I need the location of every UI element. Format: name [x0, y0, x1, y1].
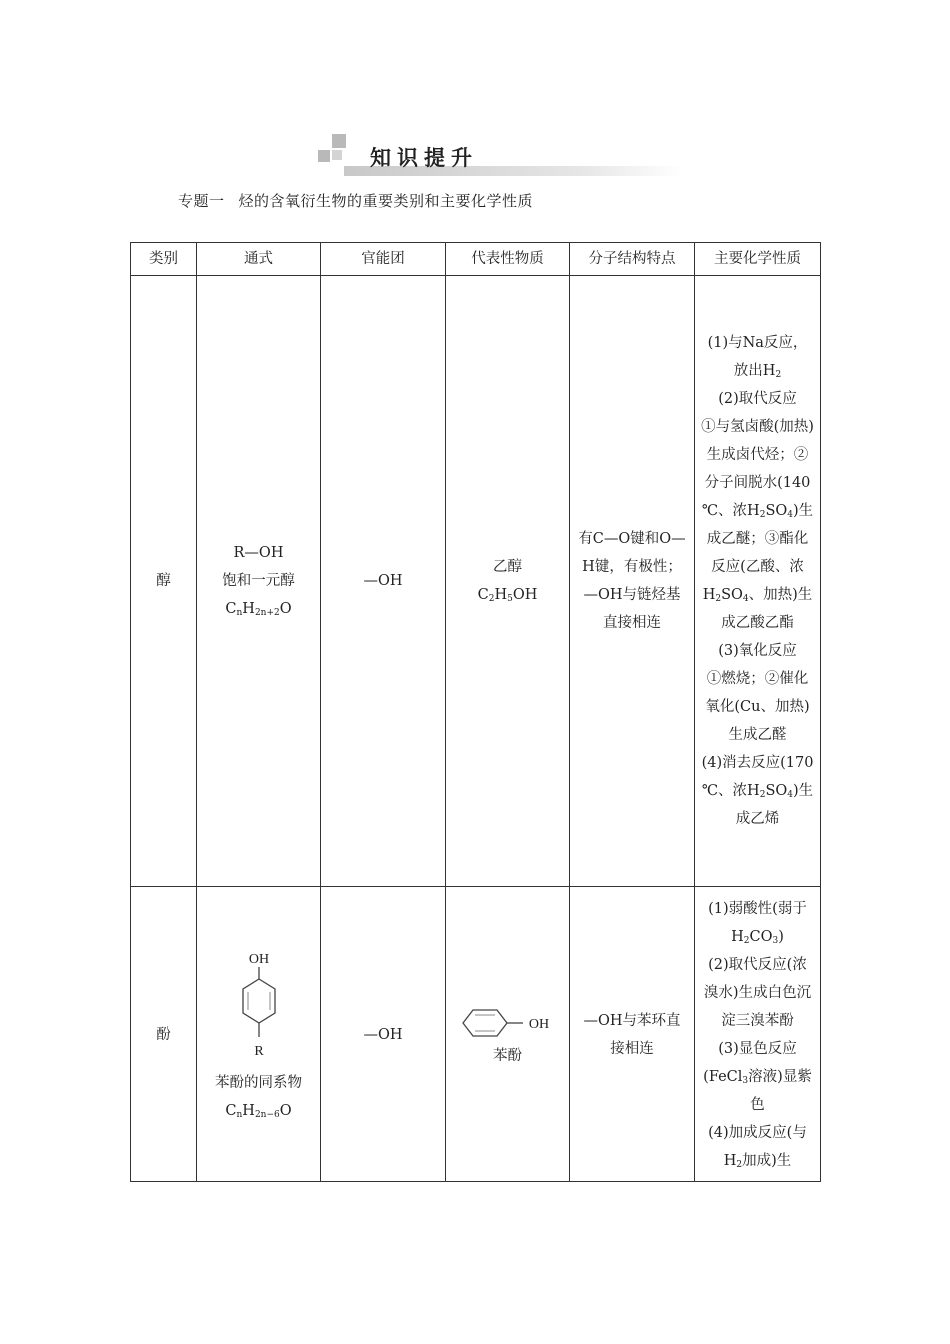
banner-title: 知识提升	[370, 145, 478, 170]
alcohol-prop-line: ①燃烧；②催化氧化(Cu、加热)生成乙醛	[705, 671, 810, 743]
alcohol-rep-formula: $C_2H_5OH$	[477, 587, 538, 604]
phenol-prop-line: (3)显色反应(FeCl$_3$溶液)显紫色	[703, 1041, 812, 1113]
phenol-representative	[446, 887, 570, 1182]
phenol-rep-name: 苯酚	[493, 1048, 522, 1064]
phenol-properties	[695, 887, 821, 1182]
alcohol-prop-line: ①与氢卤酸(加热)生成卤代烃；②分子间脱水(140 ℃、浓$H_2SO_4$)生成乙醚；③酯化反应(乙酸、浓$H_2SO_4$、加热)生成乙酸乙酯	[701, 419, 814, 631]
banner-square-decoration	[332, 134, 346, 148]
header-general-formula: 通式	[197, 243, 321, 276]
alcohol-category: 醇	[131, 276, 197, 887]
alcohol-functional-group: —OH	[321, 276, 446, 887]
phenol-structure-figure	[453, 1004, 563, 1042]
phenol-prop-line: (2)取代反应(浓溴水)生成白色沉淀三溴苯酚	[703, 957, 812, 1029]
banner-square-decoration	[332, 150, 342, 160]
phenol-general-formula	[197, 887, 321, 1182]
phenol-functional-group: —OH	[321, 887, 446, 1182]
section-banner	[312, 132, 682, 178]
table-row-alcohol	[131, 276, 821, 887]
phenol-category: 酚	[131, 887, 197, 1182]
alcohol-rep-name: 乙醇	[493, 559, 522, 575]
alcohol-general-formula	[197, 276, 321, 887]
table-header-row	[131, 243, 821, 276]
phenol-structure: —OH与苯环直接相连	[570, 887, 695, 1182]
phenol-fig-r-label: R	[253, 1044, 264, 1059]
section-title-text: 烃的含氧衍生物的重要类别和主要化学性质	[238, 192, 534, 210]
alcohol-representative	[446, 276, 570, 887]
alcohol-formula-line2: 饱和一元醇	[222, 573, 295, 589]
header-properties: 主要化学性质	[695, 243, 821, 276]
alcohol-prop-line: (2)取代反应	[718, 391, 797, 407]
phenol-homolog-structure-figure	[229, 949, 289, 1069]
header-representative: 代表性物质	[446, 243, 570, 276]
alcohol-properties	[695, 276, 821, 887]
alcohol-prop-line: (3)氧化反应	[718, 643, 797, 659]
phenol-prop-line: (4)加成反应(与$H_2$加成)生	[708, 1125, 807, 1170]
section-heading	[178, 190, 533, 211]
phenol-fig-oh-label: OH	[248, 952, 269, 967]
alcohol-structure: 有C—O键和O—H键，有极性；—OH与链烃基直接相连	[570, 276, 695, 887]
header-category: 类别	[131, 243, 197, 276]
section-number: 专题一	[178, 192, 225, 210]
organic-compounds-table	[130, 242, 821, 1182]
alcohol-formula-line1: R—OH	[233, 545, 284, 561]
phenol-formula-line3: $C_nH_{2n-6}O$	[225, 1103, 292, 1120]
table-row-phenol	[131, 887, 821, 1182]
header-functional-group: 官能团	[321, 243, 446, 276]
alcohol-prop-line: (1)与Na反应，放出$H_2$	[707, 335, 808, 380]
phenol-prop-line: (1)弱酸性(弱于$H_2CO_3$)	[708, 901, 807, 946]
banner-square-decoration	[318, 150, 330, 162]
alcohol-prop-line: (4)消去反应(170 ℃、浓$H_2SO_4$)生成乙烯	[701, 755, 814, 827]
phenol-rep-oh-label: OH	[528, 1017, 549, 1032]
alcohol-formula-line3: $C_nH_{2n+2}O$	[225, 601, 292, 618]
header-structure: 分子结构特点	[570, 243, 695, 276]
phenol-formula-line2: 苯酚的同系物	[215, 1075, 302, 1091]
